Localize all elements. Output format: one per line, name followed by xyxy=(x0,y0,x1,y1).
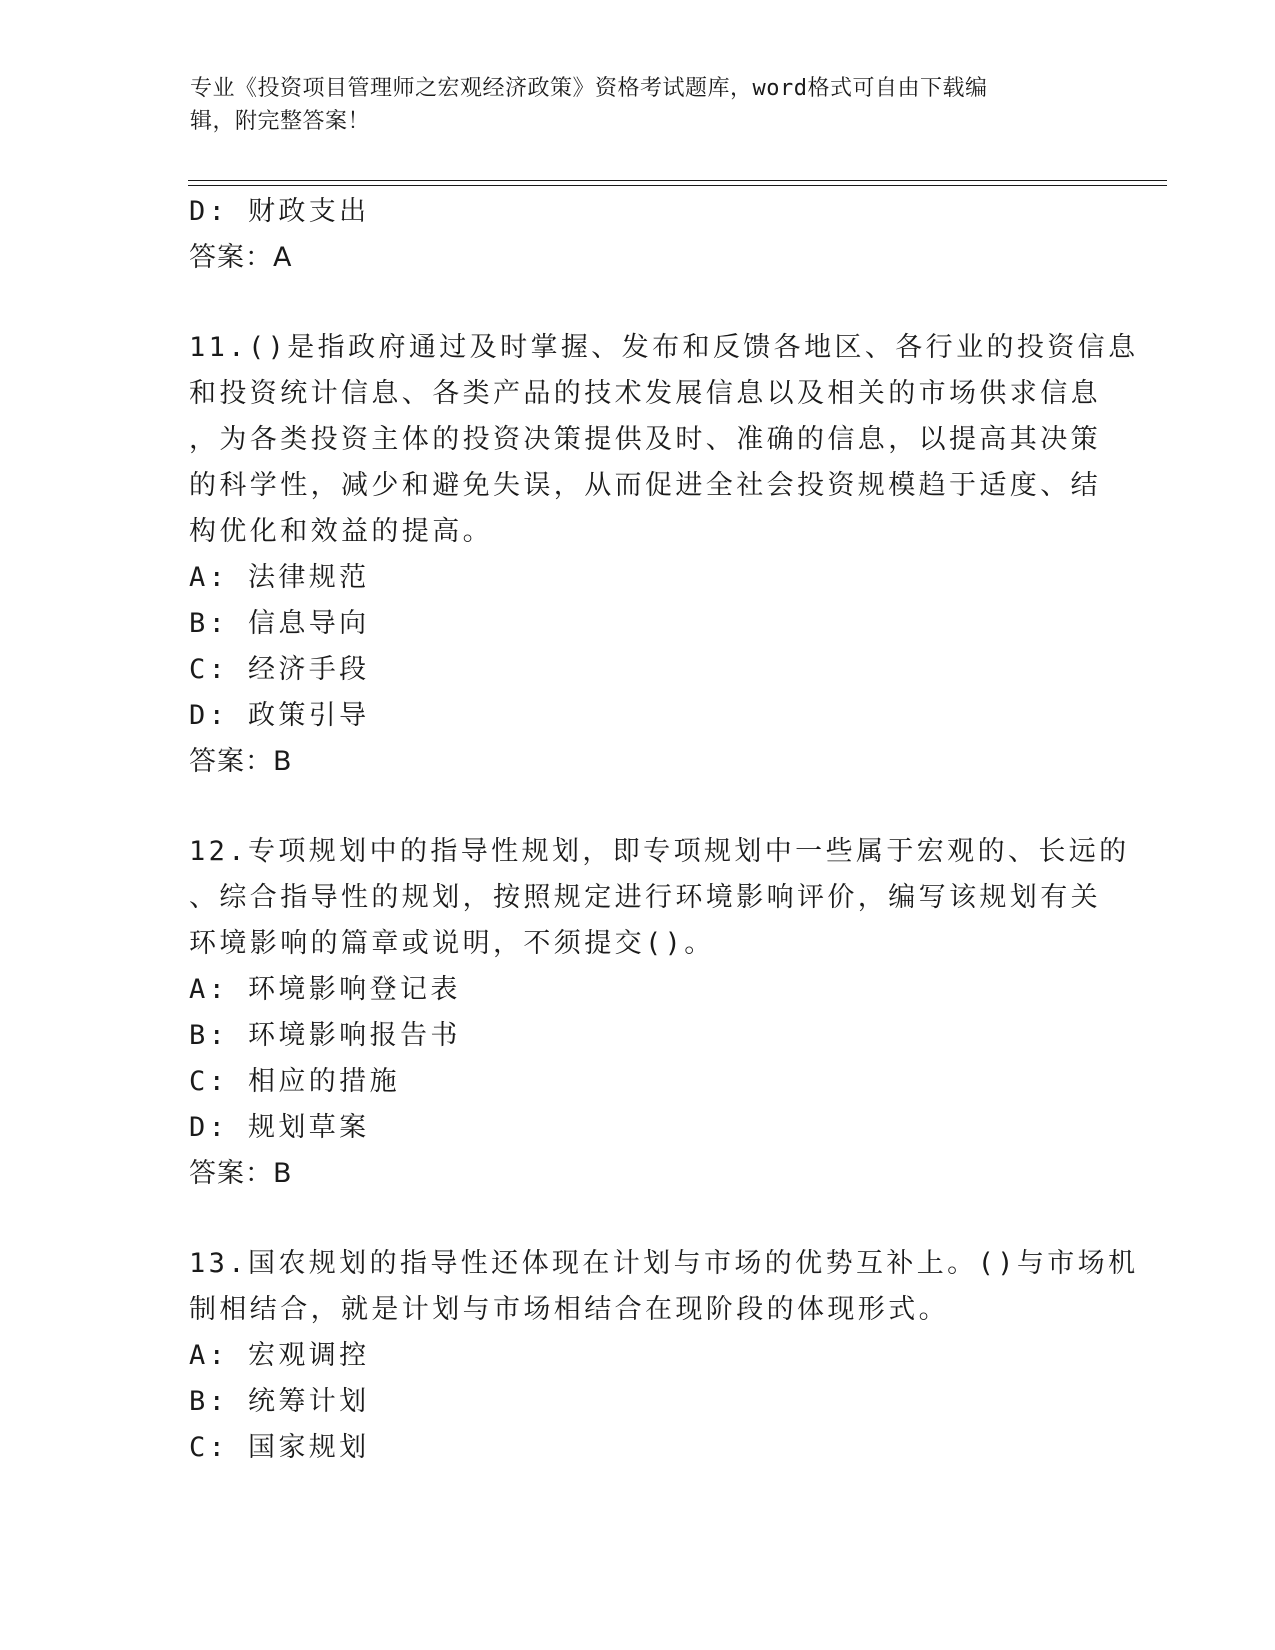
option-d: D: 规划草案 xyxy=(189,1112,370,1143)
question-13 xyxy=(189,1241,1139,1471)
spacer xyxy=(189,281,1089,325)
option-a: A: 宏观调控 xyxy=(189,1340,370,1371)
question-12 xyxy=(189,829,1130,1197)
question-stem-line: 12.专项规划中的指导性规划，即专项规划中一些属于宏观的、长远的 xyxy=(189,836,1130,867)
document-header xyxy=(190,72,1090,138)
option-d: D: 政策引导 xyxy=(189,700,370,731)
question-stem-line: ，为各类投资主体的投资决策提供及时、准确的信息，以提高其决策 xyxy=(189,424,1101,455)
question-stem-line: 11.()是指政府通过及时掌握、发布和反馈各地区、各行业的投资信息 xyxy=(189,332,1139,363)
question-stem-line: 、综合指导性的规划，按照规定进行环境影响评价，编写该规划有关 xyxy=(189,882,1101,913)
header-divider xyxy=(188,180,1167,186)
header-line-1: 专业《投资项目管理师之宏观经济政策》资格考试题库，word格式可自由下载编 xyxy=(190,76,988,101)
question-stem-line: 构优化和效益的提高。 xyxy=(189,516,493,547)
question-stem-line: 制相结合，就是计划与市场相结合在现阶段的体现形式。 xyxy=(189,1294,949,1325)
prev-option-d: D: 财政支出 xyxy=(189,196,370,227)
header-line-2: 辑，附完整答案！ xyxy=(190,109,371,134)
question-stem-line: 的科学性，减少和避免失误，从而促进全社会投资规模趋于适度、结 xyxy=(189,470,1101,501)
question-11 xyxy=(189,325,1139,785)
answer: 答案：B xyxy=(189,746,293,777)
question-stem-line: 环境影响的篇章或说明，不须提交()。 xyxy=(189,928,715,959)
option-b: B: 信息导向 xyxy=(189,608,370,639)
question-stem-line: 和投资统计信息、各类产品的技术发展信息以及相关的市场供求信息 xyxy=(189,378,1101,409)
spacer xyxy=(189,1197,1089,1241)
option-a: A: 法律规范 xyxy=(189,562,370,593)
option-c: C: 经济手段 xyxy=(189,654,370,685)
option-c: C: 国家规划 xyxy=(189,1432,370,1463)
question-stem-line: 13.国农规划的指导性还体现在计划与市场的优势互补上。()与市场机 xyxy=(189,1248,1139,1279)
option-a: A: 环境影响登记表 xyxy=(189,974,461,1005)
option-b: B: 统筹计划 xyxy=(189,1386,370,1417)
option-b: B: 环境影响报告书 xyxy=(189,1020,461,1051)
prev-answer: 答案：A xyxy=(189,242,293,273)
question-content xyxy=(189,189,1139,1471)
option-c: C: 相应的措施 xyxy=(189,1066,400,1097)
spacer xyxy=(189,785,1089,829)
answer: 答案：B xyxy=(189,1158,293,1189)
